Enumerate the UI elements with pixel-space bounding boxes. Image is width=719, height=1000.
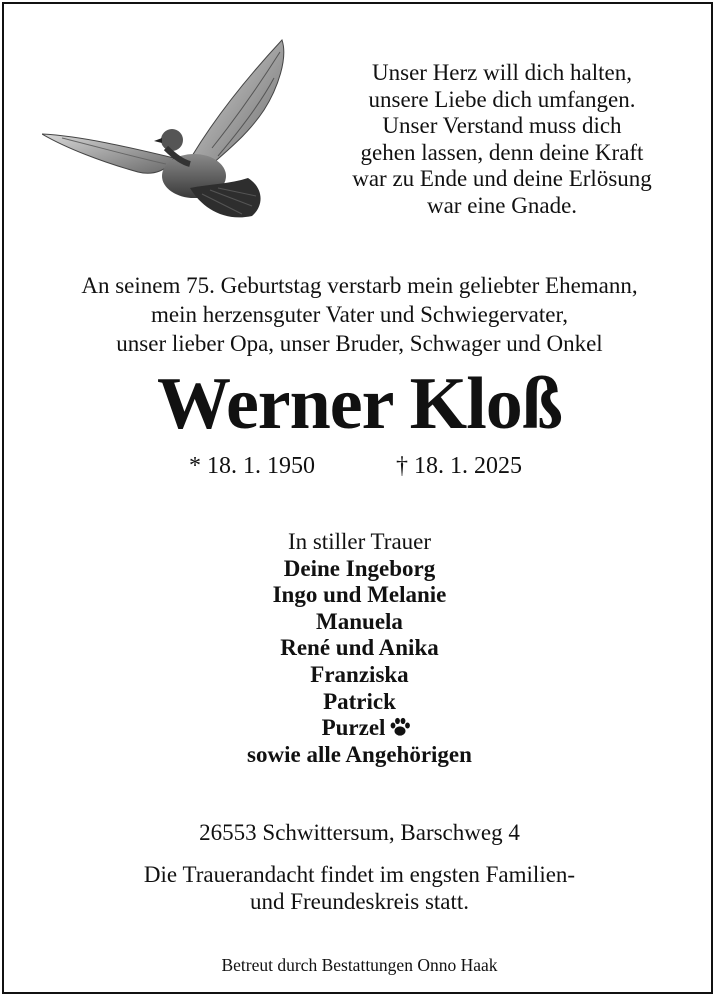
- poem: [302, 60, 702, 219]
- obituary-card: [2, 2, 713, 994]
- mourner-name: Manuela: [316, 608, 403, 634]
- birth-date: * 18. 1. 1950: [189, 453, 315, 479]
- mourner-name-pet: [2, 715, 717, 742]
- address: 26553 Schwittersum, Barschweg 4: [199, 820, 520, 845]
- poem-line: war zu Ende und deine Erlösung: [352, 166, 652, 191]
- notice-line: und Freundeskreis statt.: [249, 889, 470, 914]
- funeral-home-credit: Betreut durch Bestattungen Onno Haak: [221, 955, 498, 975]
- mourners-intro: In stiller Trauer: [287, 529, 432, 554]
- mourner-name: Ingo und Melanie: [272, 582, 447, 608]
- notice-line: Die Trauerandacht findet im engsten Familien-: [143, 862, 576, 887]
- paw-print-icon: [389, 717, 411, 737]
- mourner-name: sowie alle Angehörigen: [247, 741, 472, 767]
- dove-icon: [42, 38, 292, 224]
- service-notice: [2, 861, 717, 915]
- poem-line: war eine Gnade.: [426, 192, 578, 218]
- poem-line: Unser Herz will dich halten,: [372, 60, 632, 85]
- deceased-name: Werner Kloß: [157, 363, 562, 445]
- mourner-name: Franziska: [310, 661, 409, 687]
- announcement-line: mein herzensguter Vater und Schwiegervater,: [151, 302, 568, 327]
- announcement-line: unser lieber Opa, unser Bruder, Schwager und Onkel: [116, 331, 603, 356]
- announcement: [2, 271, 717, 358]
- mourner-name: Deine Ingeborg: [283, 555, 436, 581]
- mourner-name: René und Anika: [280, 635, 439, 661]
- poem-line: Unser Verstand muss dich: [382, 113, 622, 138]
- mourners: [2, 529, 717, 768]
- poem-line: unsere Liebe dich umfangen.: [368, 86, 636, 112]
- mourner-name: Purzel: [321, 715, 386, 741]
- poem-line: gehen lassen, denn deine Kraft: [360, 139, 644, 165]
- announcement-line: An seinem 75. Geburtstag verstarb mein geliebter Ehemann,: [81, 273, 638, 298]
- mourner-name: Patrick: [323, 688, 396, 714]
- death-date: † 18. 1. 2025: [396, 453, 522, 479]
